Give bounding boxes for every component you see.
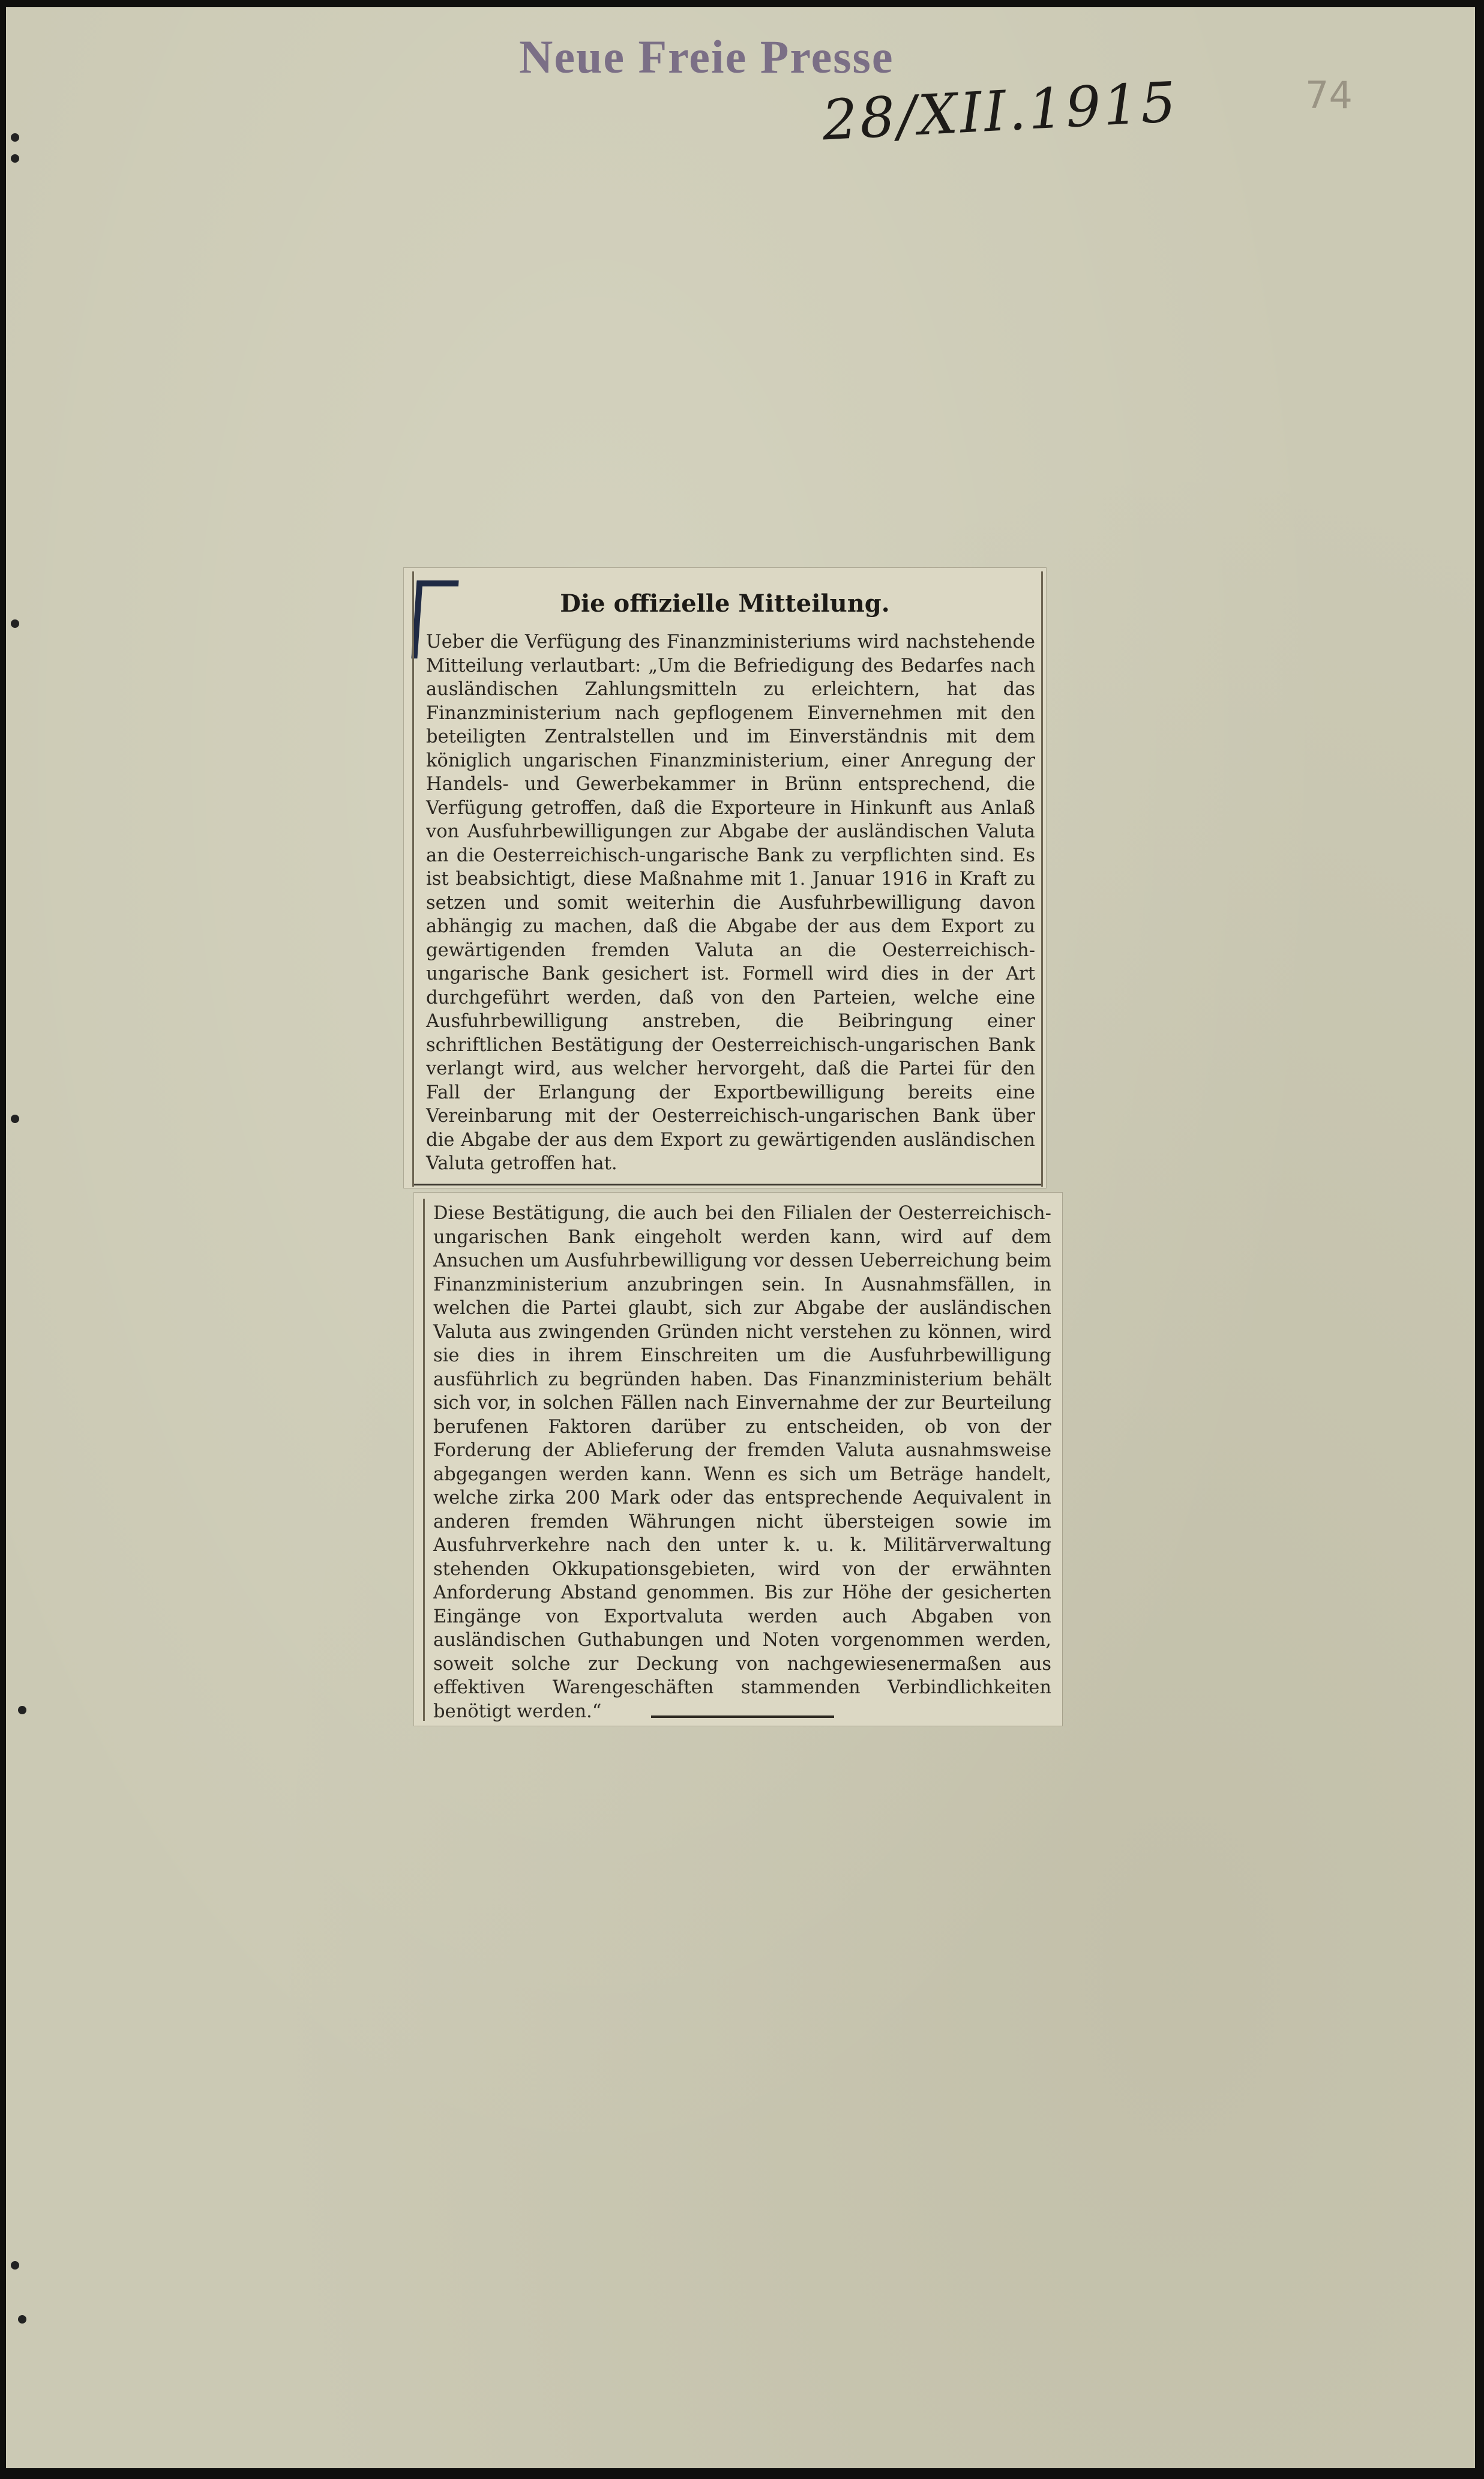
column-rule [423,1199,425,1721]
article-paragraph-2: Diese Bestätigung, die auch bei den Filialen der Oesterreichisch-ungarischen Bank eingeholt werden kann, wird auf dem Ansuchen um Ausfuhrbewilligung vor dessen Ueberreichung beim Finanzministerium anzubringen sein. In Ausnahmsfällen, in welchen die Partei glaubt, sich zur Abgabe der ausländischen Valuta aus zwingenden Gründen nicht verstehen zu können, wird sie dies in ihrem Einschreiten um die Ausfuhrbewilligung ausführlich zu begründen haben. Das Finanzministerium behält sich vor, in solchen Fällen nach Einvernahme der zur Beurteilung berufenen Faktoren darüber zu entscheiden, ob von der Forderung der Ablieferung der fremden Valuta ausnahmsweise abgegangen werden kann. Wenn es sich um Beträge handelt, welche zirka 200 Mark oder das entsprechende Aequivalent in anderen fremden Währungen nicht übersteigen sowie im Ausfuhrverkehre nach den unter k. u. k. Militärverwaltung stehenden Okkupationsgebieten, wird von der erwähnten Anforderung Abstand genommen. Bis zur Höhe der gesicherten Eingänge von Exportvaluta werden auch Abgaben von ausländischen Guthabungen und Noten vorgenommen werden, soweit solche zur Deckung von nachgewiesenermaßen aus effektiven Warengeschäften stammenden Verbindlichkeiten benötigt werden.“ [433,1203,1051,1722]
binding-hole [18,1706,26,1714]
clipping-divider [414,1184,1041,1185]
folio-number: 74 [1305,73,1353,117]
handwritten-date: 28/XII.1915 [820,70,1180,153]
article-heading: Die offizielle Mitteilung. [560,589,890,618]
article-end-rule [651,1715,834,1718]
binding-hole [11,154,19,163]
binding-hole [11,619,19,628]
column-rule [1041,571,1043,1187]
newspaper-name-stamp: Neue Freie Presse [519,31,894,83]
binding-hole [18,2315,26,2324]
archive-sheet [6,7,1475,2468]
article-paragraph-1: Ueber die Verfügung des Finanzministeriums wird nachstehende Mitteilung verlautbart: „Um die Befriedigung des Bedarfes nach ausländischen Zahlungsmitteln zu erleichtern, hat das Finanzministerium nach gepflogenem Einvernehmen mit den beteiligten Zentralstellen und im Einverständnis mit dem königlich ungarischen Finanzministerium, einer Anregung der Handels- und Gewerbekammer in Brünn entsprechend, die Verfügung getroffen, daß die Exporteure in Hinkunft aus Anlaß von Ausfuhrbewilligungen zur Abgabe der ausländischen Valuta an die Oesterreichisch-ungarische Bank zu verpflichten sind. Es ist beabsichtigt, diese Maßnahme mit 1. Januar 1916 in Kraft zu setzen und somit weiterhin die Ausfuhrbewilligung davon abhängig zu machen, daß die Abgabe der aus dem Export zu gewärtigenden fremden Valuta an die Oesterreichisch-ungarische Bank gesichert ist. Formell wird dies in der Art durchgeführt werden, daß von den Parteien, welche eine Ausfuhrbewilligung anstreben, die Beibringung einer schriftlichen Bestätigung der Oesterreichisch-ungarischen Bank verlangt wird, aus welcher hervorgeht, daß die Partei für den Fall der Erlangung der Exportbewilligung bereits eine Vereinbarung mit der Oesterreichisch-ungarischen Bank über die Abgabe der aus dem Export zu gewärtigenden ausländischen Valuta getroffen hat. [426,631,1035,1174]
binding-hole [11,1115,19,1123]
binding-hole [11,2261,19,2270]
column-rule [412,571,414,1187]
binding-hole [11,133,19,142]
